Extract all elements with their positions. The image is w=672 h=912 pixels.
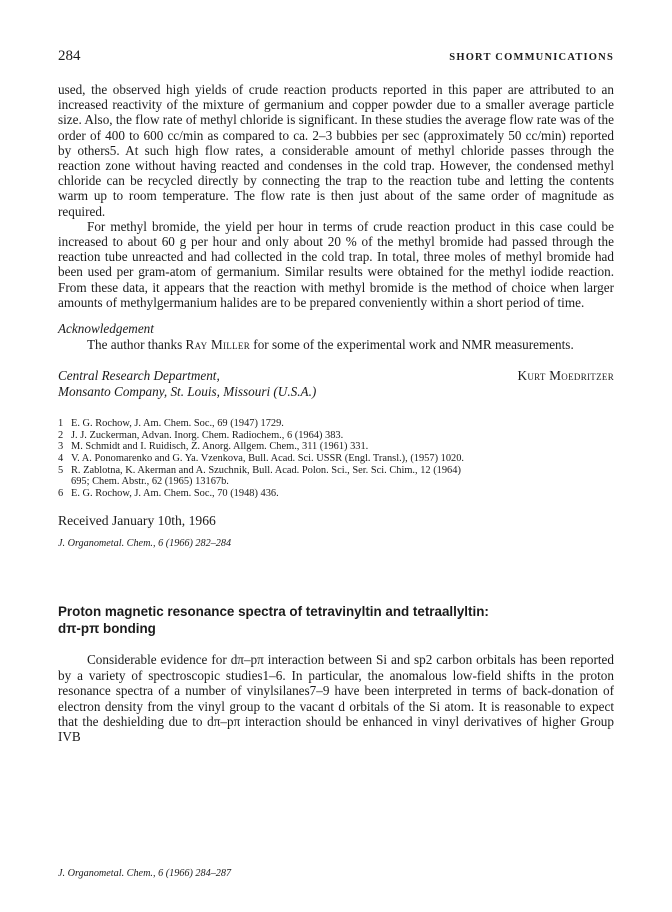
footer-citation: J. Organometal. Chem., 6 (1966) 284–287 — [58, 868, 232, 879]
reference-item — [58, 441, 614, 453]
ref-text: M. Schmidt and I. Ruidisch, Z. Anorg. Allgem. Chem., 311 (1961) 331. — [71, 441, 369, 453]
reference-item — [58, 453, 614, 465]
ref-text: J. J. Zuckerman, Advan. Inorg. Chem. Radiochem., 6 (1964) 383. — [71, 429, 344, 441]
ref-number: 6 — [58, 487, 64, 499]
ack-person: Ray Miller — [185, 337, 250, 353]
page-number: 284 — [58, 48, 81, 64]
ref-text: E. G. Rochow, J. Am. Chem. Soc., 70 (1948) 436. — [71, 487, 279, 499]
article-title — [58, 603, 614, 637]
page — [58, 48, 614, 745]
journal-citation: J. Organometal. Chem., 6 (1966) 282–284 — [58, 538, 232, 550]
ref-text: R. Zablotna, K. Akerman and A. Szuchnik, Bull. Acad. Polon. Sci., Ser. Sci. Chim., 12 (1964) — [71, 464, 461, 476]
reference-item — [58, 488, 614, 500]
body-text — [58, 82, 614, 310]
ack-suffix: for some of the experimental work and NMR measurements. — [250, 337, 574, 353]
affiliation — [58, 368, 316, 400]
acknowledgement-title: Acknowledgement — [58, 321, 154, 337]
affiliation-line-1: Central Research Department, — [58, 368, 220, 384]
affiliation-line-2: Monsanto Company, St. Louis, Missouri (U.S.A.) — [58, 384, 317, 400]
ack-prefix: The author thanks — [87, 337, 186, 353]
reference-item — [58, 418, 614, 430]
ref-text: E. G. Rochow, J. Am. Chem. Soc., 69 (1947) 1729. — [71, 418, 284, 430]
ref-number: 4 — [58, 453, 64, 465]
affiliation-block — [58, 368, 614, 400]
article-body — [58, 652, 614, 744]
article-title-line-2: dπ-pπ bonding — [58, 621, 156, 637]
paragraph-1: used, the observed high yields of crude reaction products reported in this paper are attributed to an increased reactivity of the mixture of germanium and copper powder due to a smaller average particle size. Also, the flow rate of methyl chloride is significant. In these studies the average flow rate was of the order of 400 to 600 cc/min as compared to ca. 2–3 bubbies per sec (approximately 50 cc/min) reported by others5. At such high flow rates, a considerable amount of methyl chloride passes through the reaction zone without having reacted and condenses in the cold trap. However, the condensed methyl chloride can be recycled directly by connecting the trap to the reaction tube and letting the contents warm up to room temperature. The flow rate is then just about of the same order of magnitude as required. — [58, 82, 614, 219]
ref-number: 5 — [58, 464, 64, 476]
received-date: Received January 10th, 1966 — [58, 513, 216, 529]
article-paragraph-1: Considerable evidence for dπ–pπ interaction between Si and sp2 carbon orbitals has been reported by a variety of spectroscopic studies1–6. In particular, the anomalous low-field shifts in the proton resonance spectra of a number of vinylsilanes7–9 have been interpreted in terms of back-donation of electron density from the vinyl group to the vacant d orbitals of the Si atom. It is reasonable to expect that the deshielding due to dπ–pπ interaction should be enhanced in vinyl derivatives of higher Group IVB — [58, 652, 614, 745]
references-list — [58, 418, 614, 499]
ref-number: 3 — [58, 441, 64, 453]
acknowledgement-text — [58, 337, 614, 352]
ref-number: 2 — [58, 429, 64, 441]
page-header — [58, 48, 614, 74]
reference-item — [58, 430, 614, 442]
article-title-line-1: Proton magnetic resonance spectra of tetravinyltin and tetraallyltin: — [58, 604, 489, 620]
ref-number: 1 — [58, 418, 64, 430]
reference-item — [58, 465, 614, 477]
ref-text: V. A. Ponomarenko and G. Ya. Vzenkova, Bull. Acad. Sci. USSR (Engl. Transl.), (1957) 1020. — [71, 453, 465, 465]
reference-continuation: 695; Chem. Abstr., 62 (1965) 13167b. — [71, 476, 229, 488]
author-name: Kurt Moedritzer — [517, 368, 614, 384]
paragraph-2: For methyl bromide, the yield per hour in terms of crude reaction product in this case could be increased to about 60 g per hour and only about 20 % of the methyl bromide had passed through the reaction tube unreacted and had collected in the cold trap. In total, three moles of methyl bromide had been used per gram-atom of germanium. Similar results were obtained for the methyl iodide reaction. From these data, it appears that the reaction with methyl bromide is the method of choice when larger amounts of methylgermanium halides are to be prepared conveniently within a short period of time. — [58, 218, 614, 310]
running-head: SHORT COMMUNICATIONS — [449, 52, 614, 63]
